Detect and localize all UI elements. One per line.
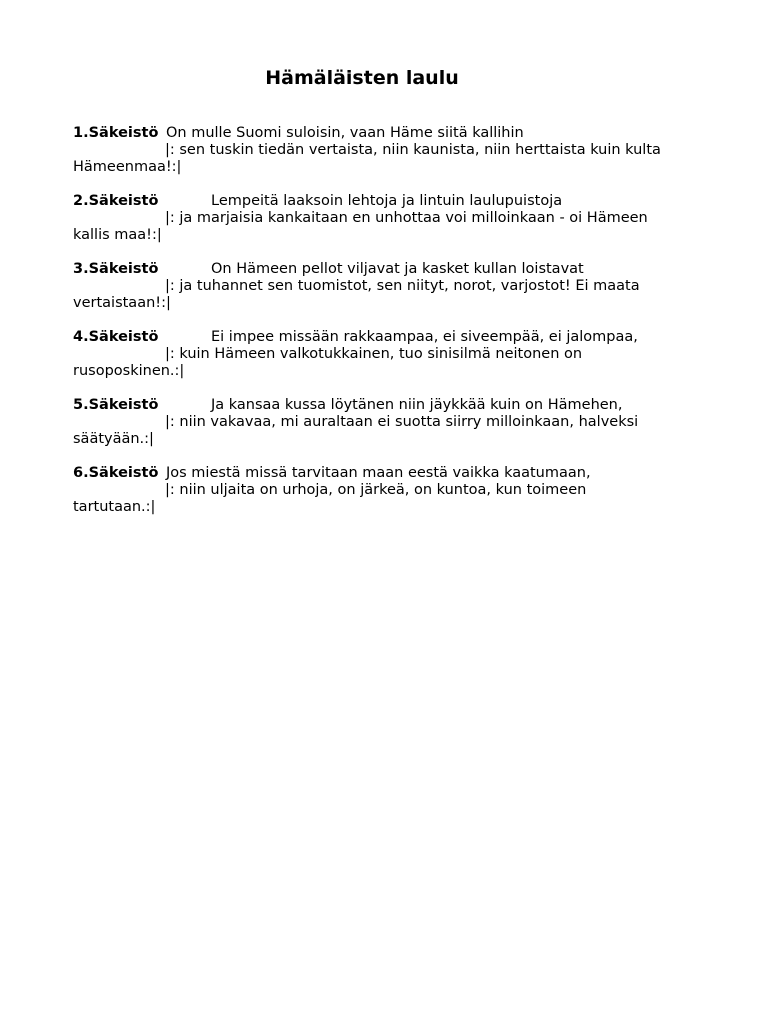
stanza-6 — [73, 465, 713, 516]
stanza-label: 2.Säkeistö — [73, 193, 159, 209]
stanza-line-1: Ja kansaa kussa löytänen niin jäykkää kuin on Hämehen, — [211, 397, 623, 413]
stanza-line — [73, 125, 713, 142]
stanza-line-2: |: sen tuskin tiedän vertaista, niin kaunista, niin herttaista kuin kulta — [165, 142, 661, 158]
stanza-label: 3.Säkeistö — [73, 261, 159, 277]
stanza-line-2: |: niin uljaita on urhoja, on järkeä, on kuntoa, kun toimeen — [165, 482, 587, 498]
stanza-label: 6.Säkeistö — [73, 465, 159, 481]
stanza-line — [73, 499, 713, 516]
stanza-line — [73, 278, 713, 295]
stanza-line-3: vertaistaan!:| — [73, 295, 171, 311]
stanza-line — [73, 227, 713, 244]
stanza-line — [73, 210, 713, 227]
stanza-line-1: On Hämeen pellot viljavat ja kasket kullan loistavat — [211, 261, 584, 277]
stanza-line-3: tartutaan.:| — [73, 499, 156, 515]
stanza-label: 1.Säkeistö — [73, 125, 159, 141]
stanza-line — [73, 261, 713, 278]
stanza-line — [73, 482, 713, 499]
stanza-line-1: Jos miestä missä tarvitaan maan eestä vaikka kaatumaan, — [166, 465, 591, 481]
stanza-line — [73, 159, 713, 176]
stanza-line — [73, 295, 713, 312]
stanza-line — [73, 193, 713, 210]
stanza-line-2: |: kuin Hämeen valkotukkainen, tuo sinisilmä neitonen on — [165, 346, 583, 362]
stanza-1 — [73, 125, 713, 176]
stanza-line-1: Ei impee missään rakkaampaa, ei siveempää, ei jalompaa, — [211, 329, 638, 345]
stanza-line — [73, 142, 713, 159]
stanza-label: 4.Säkeistö — [73, 329, 159, 345]
stanza-line — [73, 414, 713, 431]
stanza-line-2: |: ja marjaisia kankaitaan en unhottaa voi milloinkaan - oi Hämeen — [165, 210, 648, 226]
stanza-line-1: Lempeitä laaksoin lehtoja ja lintuin laulupuistoja — [211, 193, 563, 209]
stanza-line-3: säätyään.:| — [73, 431, 154, 447]
stanza-line-3: Hämeenmaa!:| — [73, 159, 182, 175]
stanza-4 — [73, 329, 713, 380]
stanza-line — [73, 346, 713, 363]
stanza-3 — [73, 261, 713, 312]
stanza-line-3: kallis maa!:| — [73, 227, 162, 243]
stanza-line — [73, 363, 713, 380]
stanza-2 — [73, 193, 713, 244]
stanza-line — [73, 431, 713, 448]
stanza-line-2: |: ja tuhannet sen tuomistot, sen niityt, norot, varjostot! Ei maata — [165, 278, 640, 294]
stanza-line-1: On mulle Suomi suloisin, vaan Häme siitä kallihin — [166, 125, 524, 141]
stanza-label: 5.Säkeistö — [73, 397, 159, 413]
stanza-line-3: rusoposkinen.:| — [73, 363, 185, 379]
stanza-line — [73, 329, 713, 346]
stanza-5 — [73, 397, 713, 448]
document-title: Hämäläisten laulu — [265, 67, 459, 89]
stanza-line — [73, 465, 713, 482]
stanza-line — [73, 397, 713, 414]
stanza-line-2: |: niin vakavaa, mi auraltaan ei suotta siirry milloinkaan, halveksi — [165, 414, 639, 430]
